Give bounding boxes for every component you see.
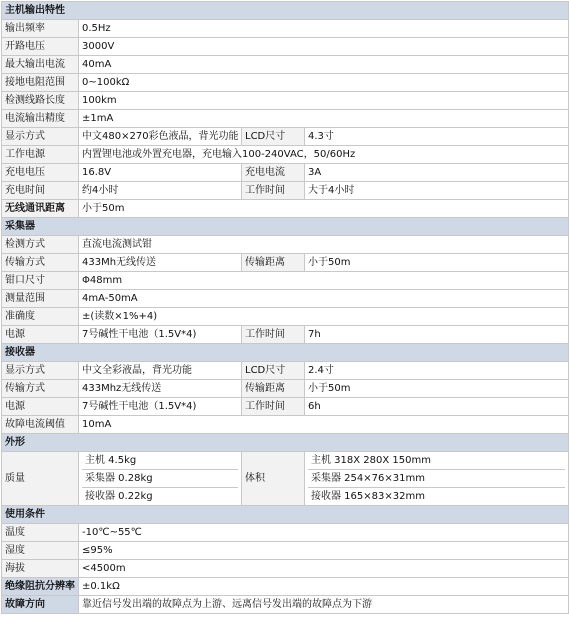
row-value: 靠近信号发出端的故障点为上游、远离信号发出端的故障点为下游 [79,596,569,614]
row-label: 准确度 [2,308,79,326]
row-label: 检测方式 [2,236,79,254]
table-row [2,92,569,110]
row-value: 6h [305,398,569,416]
mass-collector: 采集器 0.28kg [82,470,238,488]
table-row [2,596,569,614]
row-label: 电源 [2,398,79,416]
table-row [2,578,569,596]
row-value: 3A [305,164,569,182]
table-row [2,272,569,290]
row-value: 4mA-50mA [79,290,569,308]
table-row [2,290,569,308]
table-row [2,416,569,434]
mass-host: 主机 4.5kg [82,452,238,470]
row-value: 中文全彩液晶，背光功能 [79,362,242,380]
row-label: 开路电压 [2,38,79,56]
row-value: 中文480×270彩色液晶，背光功能 [79,128,242,146]
row-value: 7h [305,326,569,344]
row-label: 工作电源 [2,146,79,164]
row-label: 工作时间 [242,326,305,344]
mass-list [82,452,238,505]
spec-sheet [1,1,568,626]
table-row [2,146,569,164]
row-label: 充电时间 [2,182,79,200]
spec-table [1,1,569,614]
row-label: 传输方式 [2,380,79,398]
row-value: ≤95% [79,542,569,560]
table-row [2,524,569,542]
row-value: ±0.1kΩ [79,578,569,596]
row-label: 工作时间 [242,398,305,416]
table-row [2,560,569,578]
volume-host: 主机 318X 280X 150mm [308,452,565,470]
row-label: 工作时间 [242,182,305,200]
row-label: 海拔 [2,560,79,578]
table-row [2,308,569,326]
row-label: 传输距离 [242,254,305,272]
row-value: 0.5Hz [79,20,569,38]
section-conditions [2,506,569,524]
row-value: 大于4小时 [305,182,569,200]
section-title: 接收器 [2,344,569,362]
table-row [2,254,569,272]
row-label: 传输方式 [2,254,79,272]
row-label: 故障电流阈值 [2,416,79,434]
row-value: 16.8V [79,164,242,182]
section-title: 采集器 [2,218,569,236]
table-row [2,362,569,380]
table-row [2,164,569,182]
section-appearance [2,434,569,452]
table-row [2,380,569,398]
row-value: 7号碱性干电池（1.5V*4) [79,326,242,344]
row-label: 显示方式 [2,128,79,146]
table-row [2,74,569,92]
row-value: Φ48mm [79,272,569,290]
row-value: 433Mh无线传送 [79,254,242,272]
table-row [2,182,569,200]
row-label: 电源 [2,326,79,344]
table-row [2,542,569,560]
table-row [2,56,569,74]
row-label: 电流输出精度 [2,110,79,128]
volume-list [308,452,565,505]
row-label: 无线通讯距离 [2,200,79,218]
row-value: -10℃~55℃ [79,524,569,542]
volume-values [305,452,569,506]
table-row [2,128,569,146]
row-label: 显示方式 [2,362,79,380]
row-value: 40mA [79,56,569,74]
row-value: 10mA [79,416,569,434]
table-row [2,200,569,218]
table-row [2,452,569,506]
volume-receiver: 接收器 165×83×32mm [311,491,425,502]
row-value: 0~100kΩ [79,74,569,92]
row-value: 直流电流测试钳 [79,236,569,254]
row-value: <4500m [79,560,569,578]
row-value: ±(读数×1%+4) [79,308,569,326]
section-receiver [2,344,569,362]
row-value: 2.4寸 [305,362,569,380]
row-label: 检测线路长度 [2,92,79,110]
row-value: 100km [79,92,569,110]
section-title: 使用条件 [2,506,569,524]
row-label: 充电电压 [2,164,79,182]
row-label: 传输距离 [242,380,305,398]
row-value: 小于50m [79,200,569,218]
row-label: 钳口尺寸 [2,272,79,290]
row-label: LCD尺寸 [242,128,305,146]
table-row [2,326,569,344]
section-collector [2,218,569,236]
row-value: 内置锂电池或外置充电器，充电输入100-240VAC，50/60Hz [79,146,569,164]
row-value: 433Mhz无线传送 [79,380,242,398]
row-value: 4.3寸 [305,128,569,146]
table-row [2,38,569,56]
row-label: 测量范围 [2,290,79,308]
row-label: 体积 [242,452,305,506]
row-label: 输出频率 [2,20,79,38]
row-label: 接地电阻范围 [2,74,79,92]
section-title: 主机输出特性 [2,2,569,20]
table-row [2,20,569,38]
row-value: 3000V [79,38,569,56]
mass-values [79,452,242,506]
row-label: 质量 [2,452,79,506]
table-row [2,398,569,416]
section-host [2,2,569,20]
row-label: 湿度 [2,542,79,560]
volume-collector: 采集器 254×76×31mm [308,470,565,488]
row-label: 绝缘阻抗分辨率 [2,578,79,596]
row-label: LCD尺寸 [242,362,305,380]
row-label: 充电电流 [242,164,305,182]
section-title: 外形 [2,434,569,452]
row-label: 最大输出电流 [2,56,79,74]
row-value: ±1mA [79,110,569,128]
row-label: 故障方向 [2,596,79,614]
row-value: 7号碱性干电池（1.5V*4) [79,398,242,416]
row-value: 小于50m [305,380,569,398]
table-row [2,236,569,254]
row-label: 温度 [2,524,79,542]
row-value: 约4小时 [79,182,242,200]
mass-receiver: 接收器 0.22kg [85,491,153,502]
row-value: 小于50m [305,254,569,272]
table-row [2,110,569,128]
